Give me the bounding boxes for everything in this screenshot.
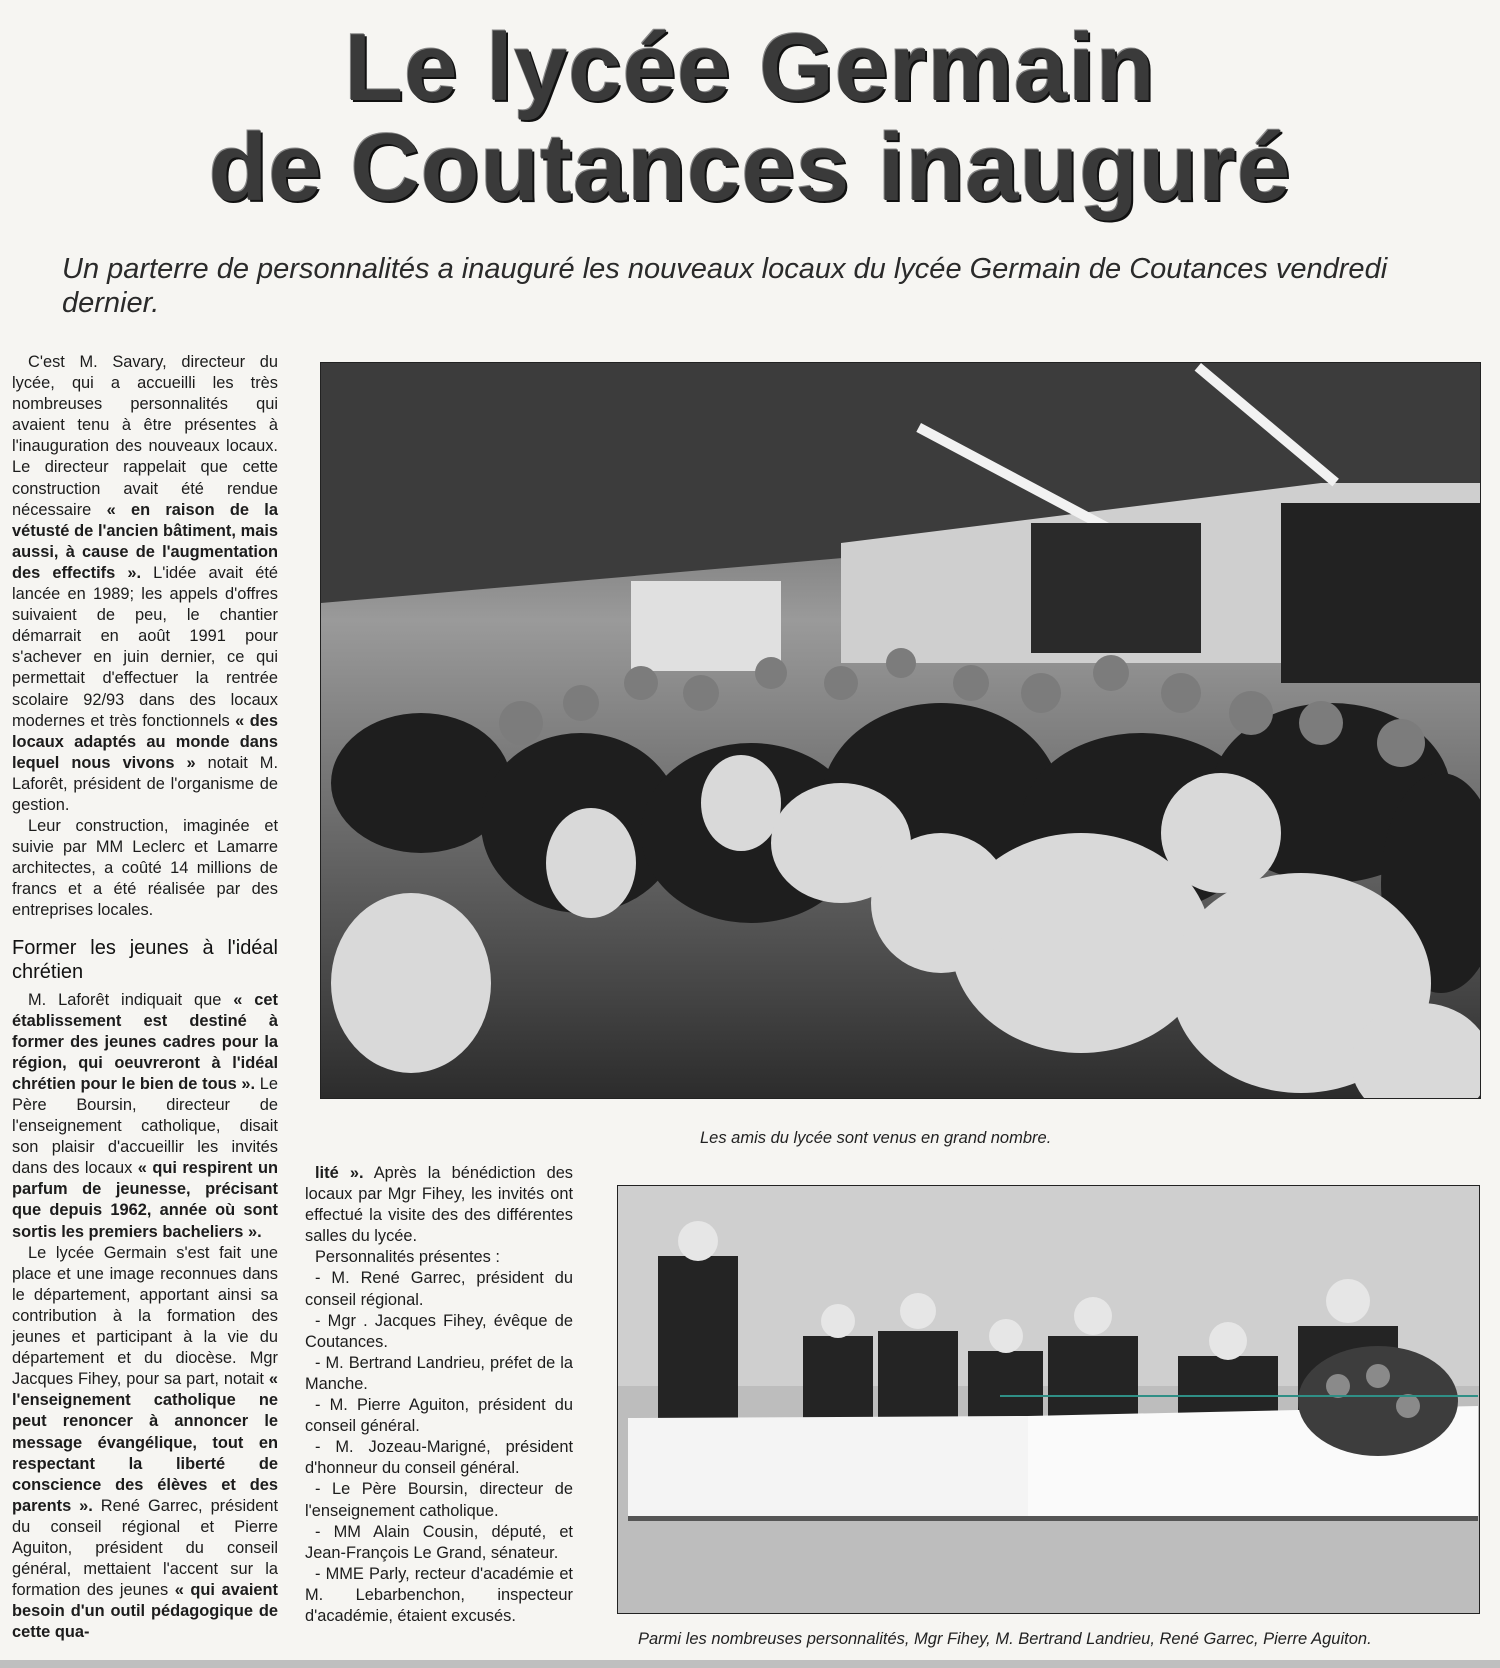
- scan-edge: [0, 1660, 1500, 1668]
- paragraph-col2-1: [305, 1163, 573, 1247]
- text-run: Le lycée Germain s'est fait une place et une image reconnues dans le département, apportant ainsi sa contribution à la formation des jeunes et participant à la vie du département et du diocèse. Mgr Jacques Fihey, pour sa part, notait: [12, 1243, 278, 1389]
- paragraph-4: [12, 1243, 278, 1644]
- quote: « qui respirent un parfum de jeunesse, précisant que depuis 1962, année où sont sortis les premiers bacheliers ».: [12, 1159, 278, 1241]
- text-run: L'idée avait été lancée en 1989; les appels d'offres suivaient de peu, le chantier démarrait en août 1991 pour s'achever en juin dernier, ce qui permettait d'effectuer la rentrée scolaire 92/93 dans des locaux modernes et très fonctionnels: [12, 563, 278, 730]
- paragraph-3: [12, 990, 278, 1243]
- text-run: M. Laforêt indiquait que: [28, 990, 234, 1009]
- list-item: - M. René Garrec, président du conseil régional.: [305, 1269, 573, 1309]
- list-item: - MME Parly, recteur d'académie et M. Lebarbenchon, inspecteur d'académie, étaient excusés.: [305, 1564, 573, 1625]
- paragraph-1: [12, 352, 278, 816]
- text-run: Après la bénédiction des locaux par Mgr Fihey, les invités ont effectué la visite des des différentes salles du lycée.: [305, 1164, 574, 1246]
- quote: « des locaux adaptés au monde dans lequel nous vivons »: [12, 711, 278, 772]
- quote: « cet établissement est destiné à former des jeunes cadres pour la région, qui oeuvreront à l'idéal chrétien pour le bien de tous ».: [12, 990, 278, 1093]
- list-item: - M. Jozeau-Marigné, président d'honneur du conseil général.: [305, 1438, 573, 1478]
- quote: « en raison de la vétusté de l'ancien bâtiment, mais aussi, à cause de l'augmentation des effectifs ».: [12, 500, 278, 582]
- article-column-2: [305, 1163, 573, 1627]
- headline-line-2: de Coutances inauguré: [208, 114, 1292, 221]
- headline-line-1: Le lycée Germain: [344, 14, 1156, 121]
- text-run: notait M. Laforêt, président de l'organisme de gestion.: [12, 753, 278, 814]
- paragraph-2: Leur construction, imaginée et suivie par MM Leclerc et Lamarre architectes, a coûté 14 millions de francs et a été réalisée par des entreprises locales.: [12, 817, 278, 920]
- section-subhead: Former les jeunes à l'idéal chrétien: [12, 936, 278, 983]
- text-run: Le Père Boursin, directeur de l'enseignement catholique, disait son plaisir d'accueillir les invités dans des locaux: [12, 1074, 278, 1178]
- text-run: C'est M. Savary, directeur du lycée, qui a accueilli les très nombreuses personnalités qui avaient tenu à être présentes à l'inauguration des nouveaux locaux. Le directeur rappelait que cette construction avait été rendue nécessaire: [12, 353, 278, 519]
- quote: « qui avaient besoin d'un outil pédagogique de cette qua-: [12, 1581, 278, 1642]
- scan-artifact-line: [1000, 1395, 1478, 1397]
- photo-caption-1: Les amis du lycée sont venus en grand nombre.: [700, 1129, 1052, 1147]
- quote: « l'enseignement catholique ne peut renoncer à annoncer le message évangélique, tout en respectant la liberté de conscience des élèves et des parents ».: [12, 1370, 278, 1515]
- photo-caption-2: Parmi les nombreuses personnalités, Mgr Fihey, M. Bertrand Landrieu, René Garrec, Pierre Aguiton.: [638, 1630, 1372, 1648]
- list-item: - M. Bertrand Landrieu, préfet de la Manche.: [305, 1353, 573, 1393]
- list-item: - M. Pierre Aguiton, président du conseil général.: [305, 1396, 573, 1436]
- article-deck: Un parterre de personnalités a inauguré les nouveaux locaux du lycée Germain de Coutances vendredi dernier.: [62, 253, 1388, 319]
- officials-photo: [617, 1185, 1480, 1614]
- list-item: - Le Père Boursin, directeur de l'enseignement catholique.: [305, 1480, 573, 1520]
- list-item: - Mgr . Jacques Fihey, évêque de Coutances.: [305, 1311, 573, 1351]
- list-title: Personnalités présentes :: [315, 1248, 500, 1267]
- officials-photo-graphic: [618, 1186, 1479, 1613]
- audience-photo-graphic: [321, 363, 1480, 1098]
- headline: [0, 14, 1500, 221]
- quote: lité ».: [315, 1164, 364, 1182]
- article-column-1: [12, 352, 278, 1643]
- audience-photo: [320, 362, 1481, 1099]
- list-item: - MM Alain Cousin, député, et Jean-François Le Grand, sénateur.: [305, 1522, 573, 1562]
- text-run: René Garrec, président du conseil régional et Pierre Aguiton, président du conseil général, mettaient l'accent sur la formation des jeunes: [12, 1496, 278, 1600]
